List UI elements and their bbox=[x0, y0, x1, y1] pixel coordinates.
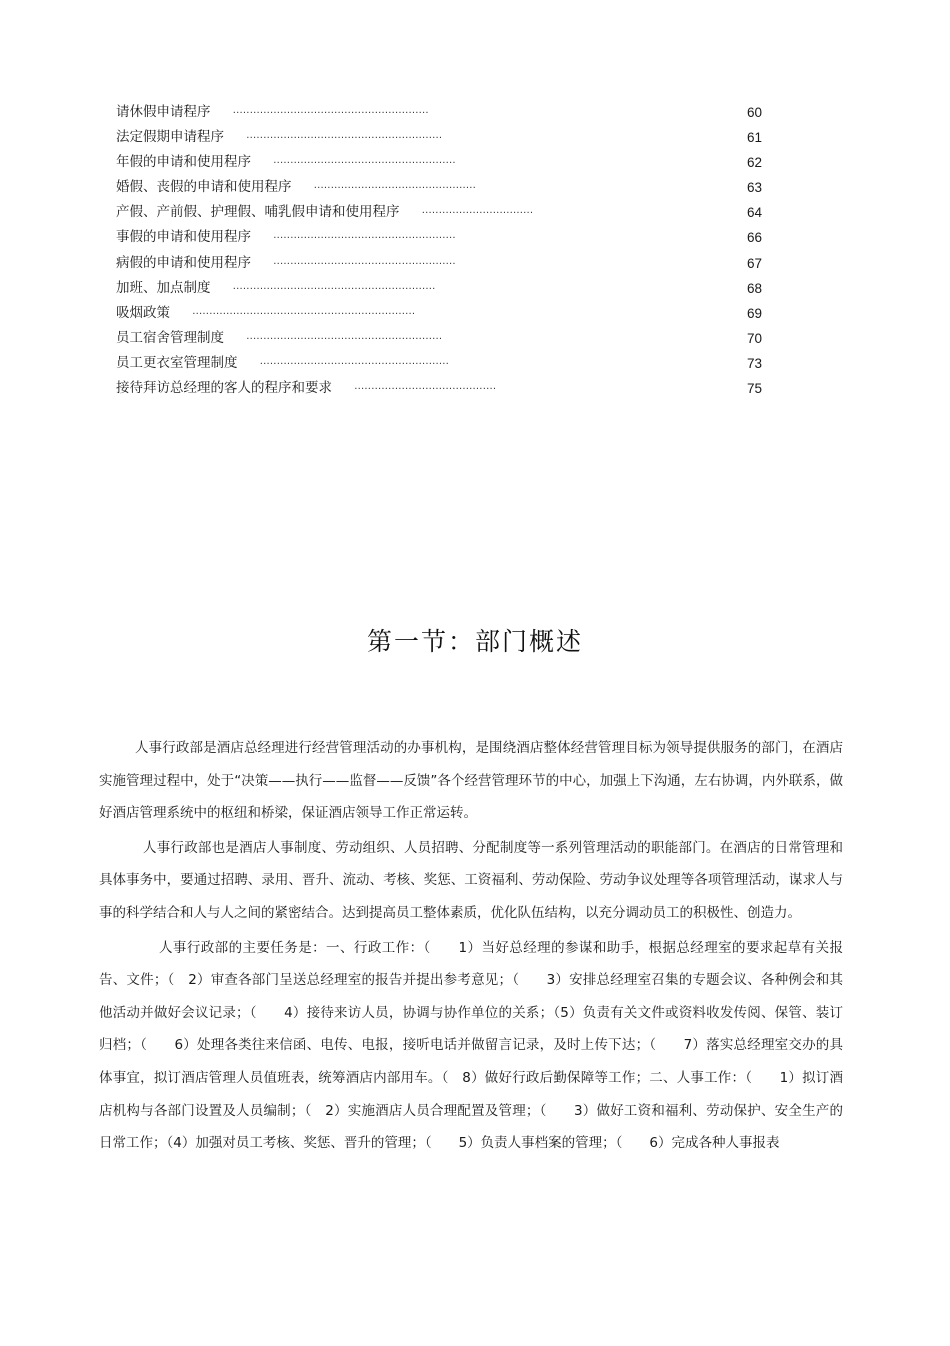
toc-entry[interactable] bbox=[116, 125, 766, 150]
toc-entry-title: 年假的申请和使用程序 bbox=[116, 154, 251, 171]
toc-entry-title: 吸烟政策 bbox=[116, 304, 170, 321]
toc-entry[interactable] bbox=[116, 150, 766, 175]
toc-page-number: 70 bbox=[746, 330, 762, 346]
toc-page-number: 63 bbox=[746, 180, 762, 196]
toc-leader-dots: ................................. bbox=[421, 205, 534, 217]
toc-entry-title: 法定假期申请程序 bbox=[116, 129, 224, 146]
section-heading: 第一节：部门概述 bbox=[366, 627, 583, 656]
toc-leader-dots: .......................................................... bbox=[232, 105, 429, 116]
toc-entry[interactable] bbox=[116, 326, 766, 351]
toc-page-number: 67 bbox=[746, 255, 762, 271]
body-paragraph: 人事行政部的主要任务是：一、行政工作：（ 1）当好总经理的参谋和助手，根据总经理室的要求起草有关报告、文件；（ 2）审查各部门呈送总经理室的报告并提出参考意见；（ 3）安排总经理室召集的专题会议、各种例会和其他活动并做好会议记录；（ 4）接待来访人员，协调与协作单位的关系；（5）负责有关文件或资料收发传阅、保管、装订归档；（ 6）处理各类往来信函、电传、电报，接听电话并做留言记录，及时上传下达；（ 7）落实总经理室交办的具体事宜，拟订酒店管理人员值班表，统筹酒店内部用车。（ 8）做好行政后勤保障等工作；二、人事工作：（ 1）拟订酒店机构与各部门设置及人员编制；（ 2）实施酒店人员合理配置及管理；（ 3）做好工资和福利、劳动保护、安全生产的日常工作；（4）加强对员工考核、奖惩、晋升的管理；（ 5）负责人事档案的管理；（ 6）完成各种人事报表 bbox=[99, 939, 843, 1152]
toc-page-number: 68 bbox=[746, 280, 762, 296]
toc-page-number: 64 bbox=[746, 205, 762, 221]
toc-leader-dots: .......................................................... bbox=[246, 130, 443, 142]
toc-leader-dots: .................................................................. bbox=[192, 305, 416, 317]
toc-leader-dots: .......................................... bbox=[354, 381, 497, 393]
toc-entry[interactable] bbox=[116, 351, 766, 376]
toc-page-number: 73 bbox=[746, 355, 762, 371]
toc-entry[interactable] bbox=[116, 175, 766, 200]
toc-page-number: 75 bbox=[746, 381, 762, 397]
toc-entry-title: 婚假、丧假的申请和使用程序 bbox=[116, 179, 292, 196]
toc-entry-title: 请休假申请程序 bbox=[116, 104, 211, 120]
toc-entry[interactable] bbox=[116, 200, 766, 225]
toc-entry-title: 病假的申请和使用程序 bbox=[116, 254, 251, 271]
body-paragraph: 人事行政部也是酒店人事制度、劳动组织、人员招聘、分配制度等一系列管理活动的职能部门。在酒店的日常管理和具体事务中，要通过招聘、录用、晋升、流动、考核、奖惩、工资福利、劳动保险、劳动争议处理等各项管理活动，谋求人与事的科学结合和人与人之间的紧密结合。达到提高员工整体素质，优化队伍结构，以充分调动员工的积极性、创造力。 bbox=[99, 839, 843, 921]
body-paragraph: 人事行政部是酒店总经理进行经营管理活动的办事机构，是围绕酒店整体经营管理目标为领导提供服务的部门，在酒店实施管理过程中，处于“决策——执行——监督——反馈”各个经营管理环节的中心，加强上下沟通，左右协调，内外联系，做好酒店管理系统中的枢纽和桥梁，保证酒店领导工作正常运转。 bbox=[99, 740, 843, 822]
toc-entry-title: 产假、产前假、护理假、哺乳假申请和使用程序 bbox=[116, 204, 400, 221]
section-body bbox=[99, 732, 843, 1160]
toc-entry-title: 员工更衣室管理制度 bbox=[116, 354, 238, 371]
toc-leader-dots: ................................................ bbox=[313, 180, 476, 192]
toc-page-number: 61 bbox=[746, 130, 762, 146]
toc-entry[interactable] bbox=[116, 100, 766, 125]
toc-entry-title: 接待拜访总经理的客人的程序和要求 bbox=[116, 380, 332, 397]
toc-entry[interactable] bbox=[116, 276, 766, 301]
toc-entry[interactable] bbox=[116, 251, 766, 276]
toc-leader-dots: ............................................................ bbox=[232, 280, 436, 292]
toc-page-number: 60 bbox=[746, 105, 762, 120]
toc-leader-dots: ...................................................... bbox=[273, 255, 456, 267]
toc-page-number: 62 bbox=[746, 155, 762, 171]
toc-entry-title: 员工宿舍管理制度 bbox=[116, 329, 224, 346]
toc-leader-dots: .......................................................... bbox=[246, 330, 443, 342]
table-of-contents bbox=[116, 100, 766, 401]
toc-entry[interactable] bbox=[116, 301, 766, 326]
toc-entry-title: 事假的申请和使用程序 bbox=[116, 229, 251, 246]
toc-entry[interactable] bbox=[116, 376, 766, 401]
toc-page-number: 69 bbox=[746, 305, 762, 321]
toc-leader-dots: ...................................................... bbox=[273, 230, 456, 242]
toc-entry-title: 加班、加点制度 bbox=[116, 279, 211, 296]
toc-entry[interactable] bbox=[116, 225, 766, 250]
toc-leader-dots: ........................................................ bbox=[259, 355, 450, 367]
toc-page-number: 66 bbox=[746, 230, 762, 246]
toc-leader-dots: ...................................................... bbox=[273, 155, 456, 167]
